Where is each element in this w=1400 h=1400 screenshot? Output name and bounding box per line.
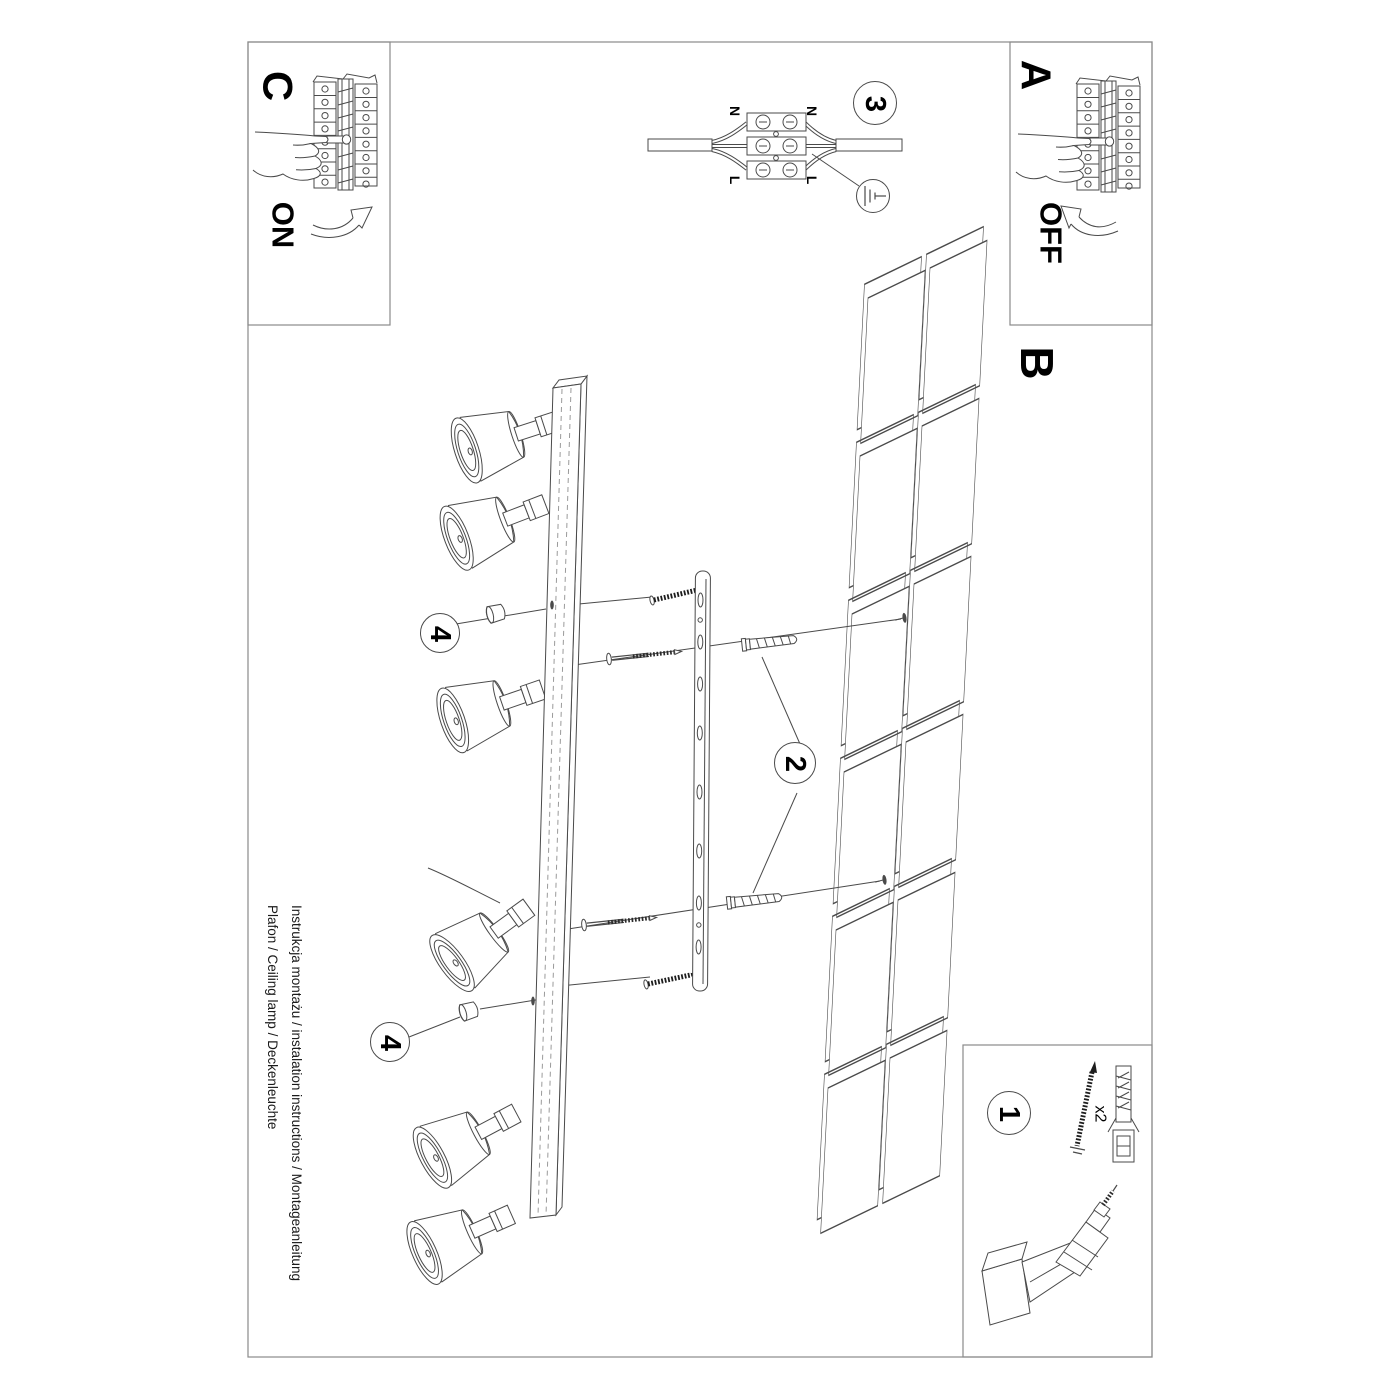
cable-left [648, 139, 712, 151]
on-label: ON [265, 201, 301, 249]
wall-plug-icon [1108, 1066, 1139, 1162]
cover-cap [485, 603, 507, 624]
drill-icon [982, 1185, 1117, 1325]
power-cable [428, 868, 500, 903]
section-b-label: B [1011, 346, 1063, 380]
cable-right [836, 139, 902, 151]
terminal-blocks [747, 113, 806, 179]
screw [581, 912, 657, 931]
cover-cap [458, 1000, 480, 1021]
screw [606, 646, 682, 665]
wall-plug [726, 891, 782, 909]
spotlight [433, 472, 557, 574]
footer-product: Plafon / Ceiling lamp / Deckenleuchte [265, 905, 280, 1130]
breaker-panel-icon [1016, 76, 1140, 192]
footer-instructions: Instrukcja montażu / instalation instructions / Montageanleitung [289, 905, 304, 1281]
spotlight [445, 389, 568, 487]
off-label: OFF [1033, 202, 1069, 264]
spotlight [400, 1183, 525, 1289]
rail-hole [550, 601, 554, 610]
step-3-number: 3 [859, 95, 891, 113]
wall-plug [741, 633, 797, 651]
label-neutral-left: N [727, 105, 743, 117]
step-1-number: 1 [993, 1105, 1025, 1123]
ground-icon [857, 180, 890, 213]
section-c-label: C [254, 70, 302, 102]
fixing-screw [643, 969, 698, 989]
step-2-number: 2 [779, 755, 811, 773]
label-neutral-right: N [804, 105, 820, 117]
label-live-left: L [727, 175, 743, 185]
arrow-off-icon [1061, 206, 1118, 235]
arrow-on-icon [311, 207, 372, 237]
spotlight [430, 657, 553, 756]
section-c [253, 71, 377, 248]
spotlight [422, 880, 549, 998]
section-a-label: A [1012, 59, 1060, 91]
section-a [1013, 60, 1141, 264]
rail-hole [531, 997, 535, 1006]
step-4-number: 4 [374, 1034, 406, 1052]
mounting-strip [693, 571, 711, 991]
ceiling-grid [816, 225, 988, 1236]
spotlight [406, 1083, 532, 1193]
quantity-label: x2 [1091, 1105, 1109, 1123]
hardware-contents [982, 1061, 1139, 1325]
wiring-diagram [648, 82, 902, 213]
step-4-number: 4 [424, 625, 456, 643]
label-live-right: L [804, 175, 820, 185]
